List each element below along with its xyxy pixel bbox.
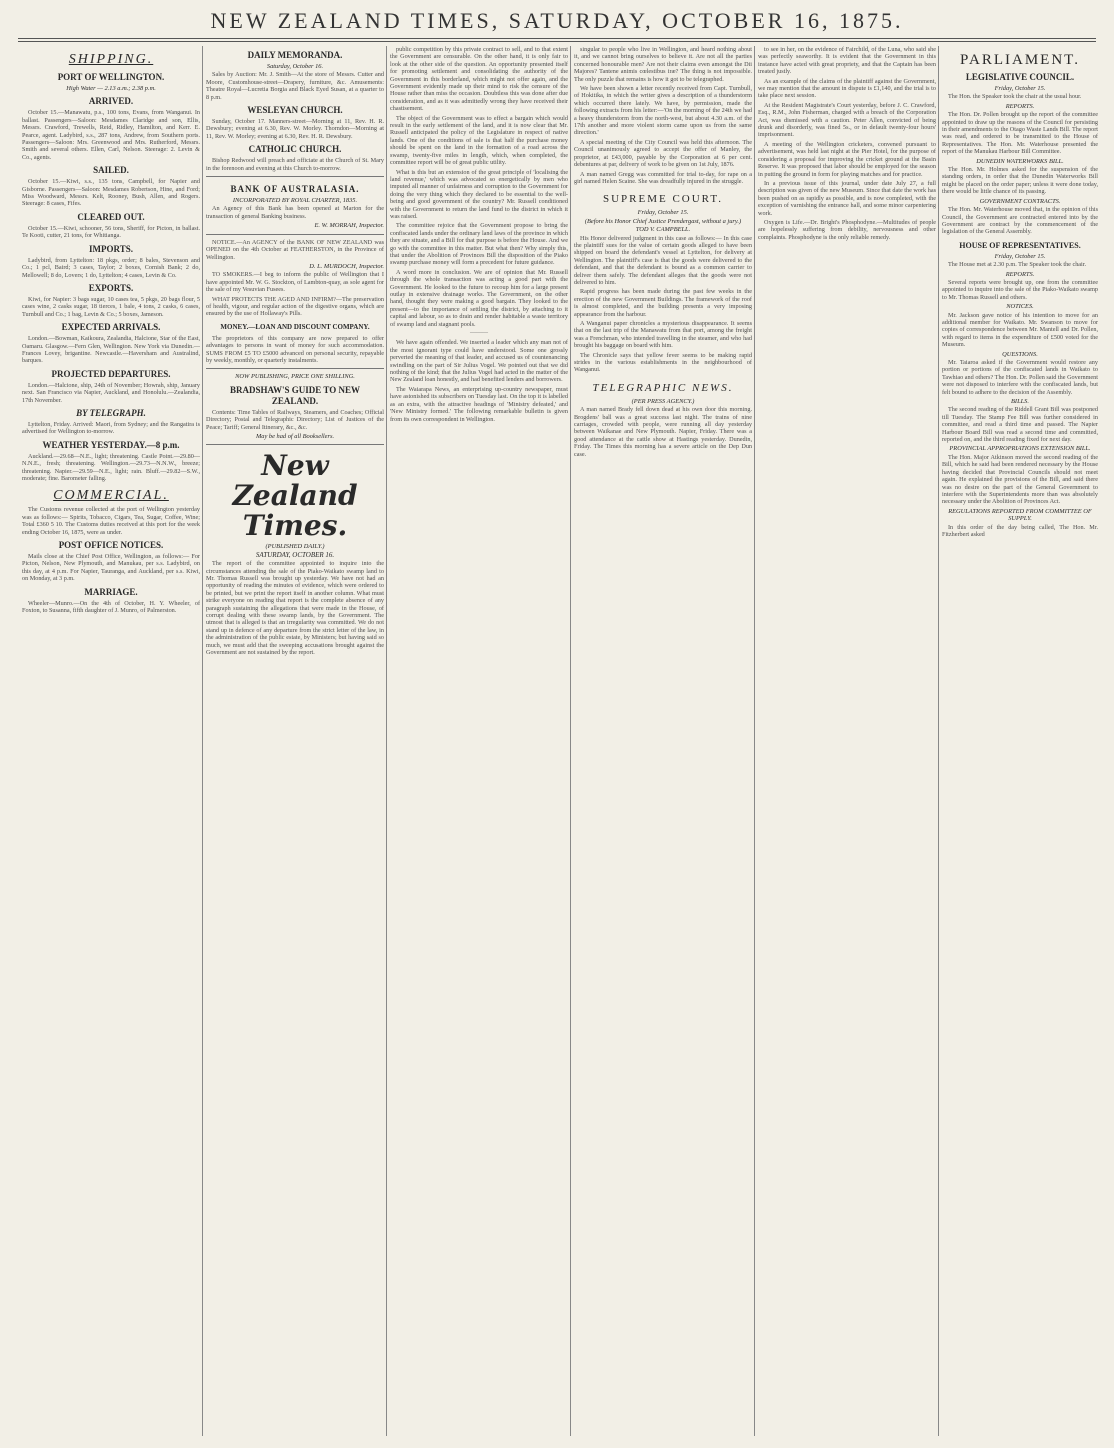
- reports-text: The Hon. Dr. Pollen brought up the report of the committee appointed to draw up the reasons of the Council for persisting in their amendments to the Otago Waste Lands Bill. The report was read, and ordered to be transmitted to the House of Representatives. The Hon. Mr. Waterhouse presented the report of the Manukau Harbour Bill Committee.: [942, 111, 1098, 156]
- supply-heading: REGULATIONS REPORTED FROM COMMITTEE OF SUPPLY.: [948, 507, 1092, 523]
- editorial-paragraph: The Waiarapa News, an enterprising up-country newspaper, must have astonished its subscribers on Tuesday last. On the top it is labelled as an extra, with the attractive headings of 'Ministry defeated,' and 'New Ministry formed.' The following remarkable bulletin is given from its own correspondent in Wellington.: [390, 385, 568, 423]
- newspaper-nameplate: New Zealand Times.: [232, 449, 358, 543]
- notices-heading: NOTICES.: [1006, 303, 1034, 311]
- editorial-paragraph: We have again offended. We inserted a leader which any man not of the most ignorant type could have understood. Some one grossly perverted the meaning of that leader, and accused us of countenancing swindling on the part of Sir Julius Vogel. We pointed out that we did nothing of the kind; that the Julius Vogel had acted in the matter of the New Zealand loan honestly, and had benefited lenders and borrowers.: [390, 339, 568, 384]
- exports-text: Kiwi, for Napier: 3 bags sugar, 10 cases tea, 5 pkgs, 20 bags flour, 5 cases wine, 2 casks sugar, 18 tierces, 1 bale, 4 tons, 2 casks, 6 cases, Turnbull and Co.; 1 bag, Levin & Co.; 5 boxes, Jameson.: [22, 295, 200, 318]
- bank-heading: BANK OF AUSTRALASIA.: [230, 184, 360, 195]
- loan-heading: MONEY.—LOAN AND DISCOUNT COMPANY.: [220, 322, 370, 331]
- house-text: The House met at 2.30 p.m. The Speaker took the chair.: [948, 261, 1087, 269]
- reports-heading: REPORTS.: [1005, 102, 1035, 110]
- bank-subheading: INCORPORATED BY ROYAL CHARTER, 1835.: [232, 197, 358, 205]
- supreme-court-case: TOD V. CAMPBELL.: [635, 226, 691, 234]
- published-daily: (PUBLISHED DAILY.): [265, 543, 325, 551]
- contracts-heading: GOVERNMENT CONTRACTS.: [979, 197, 1061, 205]
- projected-heading: PROJECTED DEPARTURES.: [51, 368, 171, 379]
- supply-text: In this order of the day being called, The Hon. Mr. Fitzherbert asked: [942, 523, 1098, 538]
- bank-signature: E. W. MORRAH, Inspector.: [314, 222, 384, 230]
- notices-text: Mr. Jackson gave notice of his intention to move for an additional member for Waikato. Mr. Swanson to move for copies of correspondence between Mr. Mantell and Dr. Pollen, with regard to items in the expenditure of £500 voted for the Museum.: [942, 311, 1098, 349]
- arrived-heading: ARRIVED.: [88, 96, 134, 107]
- news-paragraph: Rapid progress has been made during the past few weeks in the erection of the new Government Buildings. The framework of the roof is almost completed, and the building presents a very imposing appearance from the harbour.: [574, 288, 752, 318]
- bradshaw-title: BRADSHAW'S GUIDE TO NEW ZEALAND.: [230, 384, 360, 406]
- council-text: The Hon. the Speaker took the chair at the usual hour.: [948, 93, 1082, 101]
- bradshaw-contents: Contents: Time Tables of Railways, Steamers, and Coaches; Official Directory; Postal and Telegraphic Directory; List of Justices of the Peace; Tariff; General Itinerary, &c., &c.: [206, 408, 384, 431]
- news-paragraph: The Chronicle says that yellow fever seems to be making rapid strides in the various establishments in the neighbourhood of Wanganui.: [574, 351, 752, 374]
- editorial-paragraph: The object of the Government was to effect a bargain which would result in the early settlement of the land, and it is now clear that Mr. Russell anticipated the policy of the Legislature in respect of native lands. One of the conditions of sale is that half the purchase money should be spent on the land in the formation of a road across the swamp, twenty-five miles in length, which, when completed, the committee report will be of great public utility.: [390, 114, 568, 167]
- parliament-heading: PARLIAMENT.: [960, 52, 1080, 68]
- memoranda-date: Saturday, October 16.: [266, 63, 324, 70]
- leader-text: The report of the committee appointed to inquire into the circumstances attending the sale of the Piako-Waikato swamp land to Mr. Thomas Russell was brought up yesterday. We have not had an opportunity of reading the minutes of evidence, which were ordered to be printed, but we print the report itself in another column. What must strike everyone on reading that report is the complete absence of any paragraph sustaining the allegations that were made in the House, of corrupt dealing with these swamp lands, by the Government. The utmost that is alleged is that an irregularity was committed. We do not stand up in defence of any departure from the strict letter of the law, in the administration of the public estate, by Ministers; but having said so much, we must add that the sweeping accusations brought against the Government are not sustained by the report.: [206, 560, 384, 657]
- protects-advert: WHAT PROTECTS THE AGED AND INFIRM?—The preservation of health, vigour, and regular action of the digestive organs, which are ensured by the use of Hollaway's Pills.: [206, 295, 384, 318]
- commercial-heading: COMMERCIAL.: [53, 488, 169, 504]
- agency-signature: D. L. MURDOCH, Inspector.: [309, 262, 384, 270]
- column-local-news: [574, 46, 752, 1436]
- telegraphic-news-heading: TELEGRAPHIC NEWS.: [592, 381, 734, 394]
- imports-heading: IMPORTS.: [89, 243, 133, 254]
- editorial-paragraph: public competition by this private contract to sell, and to that extent the Government are censurable. On the other hand, it is only fair to look at the other side of the question. An opportunity presented itself for promoting settlement and consolidating the authority of the Government in this borderland, which might not offer again, and the Government evidently made up their mind to risk the censure of the House rather than miss the occasion. Doubtless this was done after due consideration, and as it was admittedly wrong they have received their chastisement.: [390, 46, 568, 113]
- council-heading: LEGISLATIVE COUNCIL.: [965, 72, 1075, 82]
- bank-text: An Agency of this Bank has been opened at Marton for the transaction of general Banking business.: [206, 205, 384, 220]
- supreme-court-date: Friday, October 15.: [637, 209, 689, 217]
- bradshaw-advert: [206, 368, 384, 445]
- wesleyan-heading: WESLEYAN CHURCH.: [247, 105, 343, 116]
- catholic-heading: CATHOLIC CHURCH.: [248, 144, 342, 155]
- news-paragraph: We have been shown a letter recently received from Capt. Turnbull, of Hokitika, in which the writer gives a description of a thunderstorm which occurred there lately. We have, by permission, made the following extracts from his letter:—'On the morning of the 24th we had a heavy thunderstorm from the north-west, but about 4.30 a.m. of the 17th another and more violent storm came upon us from the same direction.': [574, 85, 752, 137]
- bills-heading: BILLS.: [1011, 398, 1029, 406]
- telegraph-text: Lyttelton, Friday. Arrived: Maori, from Sydney; and the Rangatira is advertised for Wellington to-morrow.: [22, 420, 200, 436]
- court-paragraph: In a previous issue of this journal, under date July 27, a full description was given of the new Museum. Since that date the work has been pushed on as rapidly as possible, and is now completed, with the exception of varnishing the entrance hall, and some minor carpentering work.: [758, 179, 936, 217]
- masthead: NEW ZEALAND TIMES, SATURDAY, OCTOBER 16, 1875.: [210, 8, 904, 33]
- news-paragraph: A special meeting of the City Council was held this afternoon. The Council unanimously agreed to accept the offer of Manley, the proprietor, at £43,000, payable by the Corporation at 6 per cent. debentures at par, delivery of work to be given on 1st July, 1876.: [574, 138, 752, 169]
- cleared-text: October 15.—Kiwi, schooner, 56 tons, Sheriff, for Picton, in ballast. Te Kooti, cutter, 21 tons, for Whitianga.: [22, 224, 200, 240]
- news-paragraph: A man named Gregg was committed for trial to-day, for rape on a girl named Helen Scaine. She was dreadfully injured in the struggle.: [574, 170, 752, 185]
- catholic-text: Bishop Redwood will preach and officiate at the Church of St. Mary in the forenoon and evening at this Church to-morrow.: [206, 157, 384, 172]
- smokers-advert: TO SMOKERS.—I beg to inform the public of Wellington that I have appointed Mr. W. G. Stockton, of Lambton-quay, as sole agent for the sale of my Vesuvian Fusees.: [206, 271, 384, 294]
- court-paragraph: At the Resident Magistrate's Court yesterday, before J. C. Crawford, Esq., R.M., John Fisherman, charged with a breach of the Corporation Act, was dismissed with a caution. Peter Allen, convicted of being drunk and disorderly, was fined 5s., or in default twenty-four hours' imprisonment.: [758, 101, 936, 139]
- column-rule: [938, 46, 939, 1436]
- court-paragraph: As an example of the claims of the plaintiff against the Government, we may mention that the amount in dispute is £1,140, and the trial is to take place next session.: [758, 77, 936, 100]
- memoranda-text: Sales by Auction: Mr. J. Smith—At the store of Messrs. Cutter and Moore, Customhouse-street—Drapery, furniture, &c. Amusements: Theatre Royal—Lucretia Borgia and Black Eyed Susan, at a quarter to 8 p.m.: [206, 71, 384, 101]
- projected-text: London.—Halcione, ship, 24th of November; Howrah, ship, January next. San Francisco via Napier, Auckland, and Honolulu.—Zealandia, 17th November.: [22, 381, 200, 404]
- bradshaw-sold: May be had of all Booksellers.: [255, 433, 335, 440]
- leader-dateline: SATURDAY, OCTOBER 16.: [255, 550, 335, 559]
- house-reports-text: Several reports were brought up, one from the committee appointed to inquire into the sale of the Piako-Waikato swamp to Mr. Thomas Russell and others.: [942, 278, 1098, 301]
- loan-text: The proprietors of this company are now prepared to offer advantages to persons in want of money for such accommodation. SUMS FROM £5 TO £5000 advanced on personal security, repayable by weekly, monthly, or quarterly instalments.: [206, 334, 384, 364]
- house-reports-heading: REPORTS.: [1005, 270, 1035, 278]
- news-paragraph: singular to people who live in Wellington, and heard nothing about it, and we cannot bring ourselves to believe it. Are not all the parties concerned honourable men? Are not their claims even amongst the Dii Majores? Tantene animis cœlestibus iræ? The thing is not impossible. The only puzzle that remains is how it got to be telegraphed.: [574, 46, 752, 83]
- supreme-court-sub: (Before his Honor Chief Justice Prendergast, without a jury.): [584, 217, 742, 225]
- column-rule: [754, 46, 755, 1436]
- bradshaw-heading: NOW PUBLISHING, PRICE ONE SHILLING.: [235, 373, 355, 381]
- column-rule: [386, 46, 387, 1436]
- bills-text: The second reading of the Riddell Grant Bill was postponed till Tuesday. The Stamp Fee Bill was further considered in committee, and read a third time and passed. The Napier Harbour Board Bill was read a second time and committed, reported on, and the third reading fixed for next day.: [942, 406, 1098, 444]
- memoranda-heading: DAILY MEMORANDA.: [247, 50, 343, 60]
- column-rule: [202, 46, 203, 1436]
- port-heading: PORT OF WELLINGTON.: [57, 72, 165, 82]
- column-parliament: [942, 46, 1098, 1436]
- masthead-rule: [18, 38, 1096, 39]
- dunedin-text: The Hon. Mr. Holmes asked for the suspension of the standing orders, in order that the Dunedin Waterworks Bill might be placed on the order paper; unless it were done today, there would be little chance of its passing.: [942, 166, 1098, 196]
- court-paragraph: to see in her, on the evidence of Fairchild, of the Luna, who said she was perfectly seaworthy. It is evident that the Government in this instance have acted with great propriety, and that the Captain has been treated justly.: [758, 46, 936, 76]
- court-paragraph: Oxygen is Life.—Dr. Bright's Phosphodyne.—Multitudes of people are hopelessly suffering from debility, nervousness and other complaints. Phosphodyne is the only reliable remedy.: [758, 218, 936, 241]
- shipping-heading: SHIPPING.: [68, 52, 154, 67]
- supreme-court-text: His Honor delivered judgment in this case as follows:— In this case the plaintiff sues for the value of certain goods alleged to have been shipped on board the defendant's vessel at Lyttelton, for delivery at Wellington. The plaintiff's case is that the goods were delivered to the defendant, and that the defendant is bound as a common carrier to deliver them safely. The defendant alleges that the goods were not delivered to him.: [574, 234, 752, 286]
- post-heading: POST OFFICE NOTICES.: [58, 540, 164, 551]
- court-paragraph: A meeting of the Wellington cricketers, convened pursuant to advertisement, was held last night at the Pier Hotel, for the purpose of considering a proposal for improving the cricket ground at the Basin Reserve. It was proposed that labor should be employed for the season in putting the ground in form for playing matches and for practice.: [758, 140, 936, 178]
- exports-heading: EXPORTS.: [88, 282, 134, 293]
- sailed-heading: SAILED.: [93, 165, 129, 176]
- telegraph-heading: BY TELEGRAPH.: [76, 407, 146, 418]
- divider: ———: [470, 330, 488, 337]
- column-court: [758, 46, 936, 1436]
- appropriation-heading: PROVINCIAL APPROPRIATIONS EXTENSION BILL.: [949, 445, 1091, 453]
- editorial-paragraph: What is this but an extension of the great principle of 'localising the land revenue,' which was advocated so energetically by men who imputed all manner of unfairness and corruption to the Government for doing the very thing which they declared to be essential to the well-being and good government of the country? Mr. Russell conditioned with the Government to return the land fund to the district in which it was raised.: [390, 168, 568, 220]
- telegraphic-news-sub: (PER PRESS AGENCY.): [631, 397, 695, 405]
- column-editorial: [390, 46, 568, 1436]
- editorial-paragraph: A word more in conclusion. We are of opinion that Mr. Russell through the whole transaction was acting a good part with the Government. He looked to the future to recoup him for a large present outlay in extensive drainage works. The Government, on the other hand, thought they were making a good bargain. They looked to the present—to the importance of settling the district, by attaching to it capital and labour, so as to drain and render habitable a waste territory of swamp land and stagnant pools.: [390, 268, 568, 328]
- questions-text: Mr. Taiaroa asked if the Government would restore any portion or portions of the confiscated lands in Waikato to Tawhiao and others? The Hon. Dr. Pollen said the Government were not disposed to interfere with the confiscated lands, but felt bound to adhere to the decision of the Assembly.: [942, 359, 1098, 396]
- sailed-text: October 15.—Kiwi, s.s., 135 tons, Campbell, for Napier and Gisborne. Passengers—Saloon: Mesdames Robertson, Hine, and Ford; Miss Woodward, Messrs. Kelt, Rooney, Bush, Allen, and Rogers. Steerage: 8 cases, Fifes.: [22, 178, 200, 208]
- cleared-heading: CLEARED OUT.: [77, 211, 145, 222]
- marriage-heading: MARRIAGE.: [84, 586, 138, 597]
- column-notices: [206, 46, 384, 1436]
- dunedin-heading: DUNEDIN WATERWORKS BILL.: [976, 157, 1064, 165]
- questions-heading: QUESTIONS.: [1002, 350, 1038, 358]
- house-heading: HOUSE OF REPRESENTATIVES.: [959, 240, 1081, 250]
- column-shipping: [22, 46, 200, 1436]
- masthead-rule-lower: [18, 41, 1096, 42]
- imports-text: Ladybird, from Lyttelton: 18 pkgs, order; 8 bales, Stevenson and Co.; 1 pcl, Baird; 3 cases, Taylor; 2 boxes, Cornish Bank; 2 do, Mellowell; 8 do, Lovers; 1 do, Lyttelton; 4 cases, Levin & Co.: [22, 256, 200, 279]
- house-date: Friday, October 15.: [994, 252, 1046, 260]
- weather-heading: WEATHER YESTERDAY.—8 p.m.: [42, 439, 180, 450]
- weather-text: Auckland.—29.68—N.E., light; threatening. Castle Point.—29.80—N.N.E., fresh; threatening. Wellington.—29.73—N.N.W., breeze; threatening. Napier.—29.59—N.E., light; rain. Bluff.—29.82—S.W., moderate; fine. Barometer falling.: [22, 452, 200, 482]
- marriage-text: Wheeler—Munro.—On the 4th of October, H. Y. Wheeler, of Foxton, to Susanna, fifth daughter of J. Munro, of Palmerston.: [22, 599, 200, 615]
- bank-advert: [206, 176, 384, 235]
- arrived-text: October 15.—Manawatu, p.s., 100 tons, Evans, from Wanganui. In ballast. Passengers—Saloon: Mesdames Claridge and son, Ellis, Messrs. Crawford, Trewells, Reid, Ridley, Hamilton, and Kerr. E. Pearce, agent. Ladybird, s.s., 287 tons, Andrew, from Southern ports. Passengers—Saloon: Mrs. Greenwood and Mrs. Rutherford, Messrs. Smith and several others. Ellen, Carl, Nelson. Steerage: 2. Levin & Co., agents.: [22, 109, 200, 161]
- news-paragraph: A Wanganui paper chronicles a mysterious disappearance. It seems that on the last trip of the Manawatu from that port, among the freight was a Frenchman, who intended travelling in the steamer, and who had brought his baggage on board with him.: [574, 320, 752, 350]
- expected-heading: EXPECTED ARRIVALS.: [61, 322, 161, 333]
- wesleyan-text: Sunday, October 17. Manners-street—Morning at 11, Rev. H. R. Dewsbury; evening at 6.30, Rev. W. Morley. Thorndon—Morning at 11, Rev. W. Morley; evening at 6.30, Rev. H. R. Dewsbury.: [206, 118, 384, 140]
- editorial-paragraph: The committee rejoice that the Government propose to bring the confiscated lands under the ordinary land laws of the province in which they are situate, and a Bill for that purpose is before the House. And we go with the committee in this matter. But what then? Why simply this, that under the Abolition of Provinces Bill the disposition of the Piako swamp purchase money will form a precedent for future guidance.: [390, 222, 568, 267]
- column-rule: [570, 46, 571, 1436]
- contracts-text: The Hon. Mr. Waterhouse moved that, in the opinion of this Council, the Government are contracted entered into by the Government are contract by the commencement of the legislation of the General Assembly.: [942, 206, 1098, 236]
- post-text: Mails close at the Chief Post Office, Wellington, as follows:— For Picton, Nelson, New Plymouth, and Manukau, per s.s. Ladybird, on this day, at 4 p.m. For Napier, Tauranga, and Auckland, per s.s. Kiwi, on Monday, at 3 p.m.: [22, 553, 200, 583]
- commercial-text: The Customs revenue collected at the port of Wellington yesterday was as follows:— Spirits, Tobacco, Cigars, Tea, Sugar, Coffee, Wine; Total £360 5 10. The Customs duties received at this port for the week ending October 16, 1875, were as under.: [22, 506, 200, 536]
- appropriation-text: The Hon. Major Atkinson moved the second reading of the Bill, which he said had been rendered necessary by the House having decided that Provincial Councils should not meet again. He explained the provisions of the Bill, and said there was no desire on the part of the General Government to interfere with the Superintendents more than was absolutely necessary under the Abolition of Provinces Act.: [942, 453, 1098, 506]
- tides-text: High Water — 2.13 a.m.; 2.38 p.m.: [66, 85, 156, 92]
- telegraphic-news-text: A man named Brady fell down dead at his own door this morning. Brogdens' ball was a great success last night. The trains of nine carriages, crowded with people, were running all day yesterday between Waikanae and New Plymouth. Napier, Friday. There was a good attendance at the cattle show at Hastings yesterday. Dunedin, Friday. The Times this morning has a severe article on the Dep Dun case.: [574, 406, 752, 458]
- supreme-court-heading: SUPREME COURT.: [602, 193, 724, 206]
- agency-notice: NOTICE.—An AGENCY of the BANK OF NEW ZEALAND was OPENED on the 4th October at FEATHERSTON, in the Province of Wellington.: [206, 238, 384, 261]
- council-date: Friday, October 15.: [994, 85, 1046, 92]
- expected-text: London.—Bowman, Kaikoura, Zealandia, Halcione, Star of the East, Oamaru. Glasgow.—Fern Glen, Wellington. New York via Dunedin.—Frances Lovey, brigantine. Newcastle.—Haversham and Australind, barques.: [22, 335, 200, 365]
